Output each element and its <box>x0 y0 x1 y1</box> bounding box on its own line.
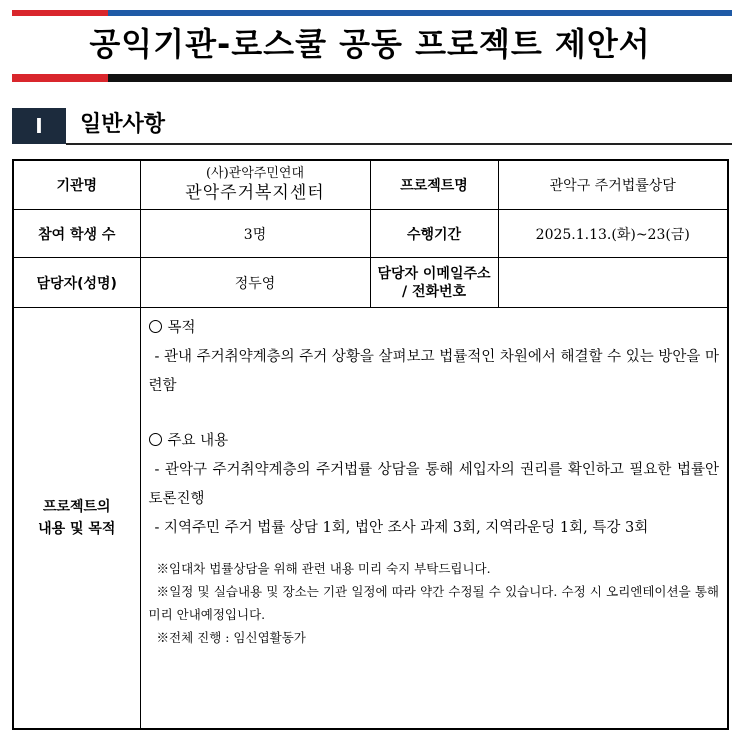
document-title: 공익기관-로스쿨 공동 프로젝트 제안서 <box>89 25 651 63</box>
section-number-badge: Ⅰ <box>12 108 66 144</box>
general-info-table <box>12 159 729 730</box>
content-label-line2: 내용 및 목적 <box>38 521 116 537</box>
institution-sub-name: (사)관악주민연대 <box>205 166 305 181</box>
project-name-label: 프로젝트명 <box>370 160 498 210</box>
students-label: 참여 학생 수 <box>13 210 140 258</box>
bottom-bar-black-segment <box>108 74 732 82</box>
project-content-cell <box>140 308 728 730</box>
students-value: 3명 <box>140 210 370 258</box>
table-row <box>13 160 728 210</box>
top-bar-red-segment <box>12 10 108 16</box>
note-2: ※일정 및 실습내용 및 장소는 기관 일정에 따라 약간 수정될 수 있습니다. 수정 시 오리엔테이션을 통해 미리 안내예정입니다. <box>148 584 719 622</box>
note-1: ※임대차 법률상담을 위해 관련 내용 미리 숙지 부탁드립니다. <box>156 561 491 576</box>
purpose-heading-line <box>149 314 720 343</box>
contact-label <box>370 258 498 308</box>
contact-label-line1: 담당자 이메일주소 <box>377 265 491 282</box>
top-bar-blue-segment <box>108 10 732 16</box>
main-item-1: - 관악구 주거취약계층의 주거법률 상담을 통해 세입자의 권리를 확인하고 필요한 법률안 토론진행 <box>148 462 719 507</box>
circle-bullet-icon <box>149 433 162 446</box>
table-row <box>13 258 728 308</box>
project-name-value: 관악구 주거법률상담 <box>498 160 728 210</box>
title-top-bar <box>12 10 732 16</box>
note-3: ※전체 진행 : 임신엽활동가 <box>156 630 306 645</box>
main-item-2: - 지역주민 주거 법률 상담 1회, 법안 조사 과제 3회, 지역라운딩 1회, 특강 3회 <box>154 520 649 536</box>
purpose-heading: 목적 <box>167 320 196 336</box>
contact-value <box>498 258 728 308</box>
period-label: 수행기간 <box>370 210 498 258</box>
manager-value: 정두영 <box>140 258 370 308</box>
bottom-bar-red-segment <box>12 74 108 82</box>
institution-label: 기관명 <box>13 160 140 210</box>
main-heading-line <box>149 427 720 456</box>
title-bottom-bar <box>12 74 732 82</box>
manager-label: 담당자(성명) <box>13 258 140 308</box>
contact-label-line2: / 전화번호 <box>401 283 467 300</box>
content-label-line1: 프로젝트의 <box>42 499 111 515</box>
main-heading: 주요 내용 <box>167 433 229 449</box>
table-row <box>13 308 728 730</box>
table-row <box>13 210 728 258</box>
content-label <box>13 308 140 730</box>
section-underline <box>66 143 732 145</box>
circle-bullet-icon <box>149 320 162 333</box>
institution-cell <box>140 160 370 210</box>
purpose-text: - 관내 주거취약계층의 주거 상황을 살펴보고 법률적인 차원에서 해결할 수 있는 방안을 마련함 <box>148 349 719 394</box>
institution-name: 관악주거복지센터 <box>185 183 325 203</box>
section-title: 일반사항 <box>80 112 166 137</box>
period-value: 2025.1.13.(화)~23(금) <box>498 210 728 258</box>
